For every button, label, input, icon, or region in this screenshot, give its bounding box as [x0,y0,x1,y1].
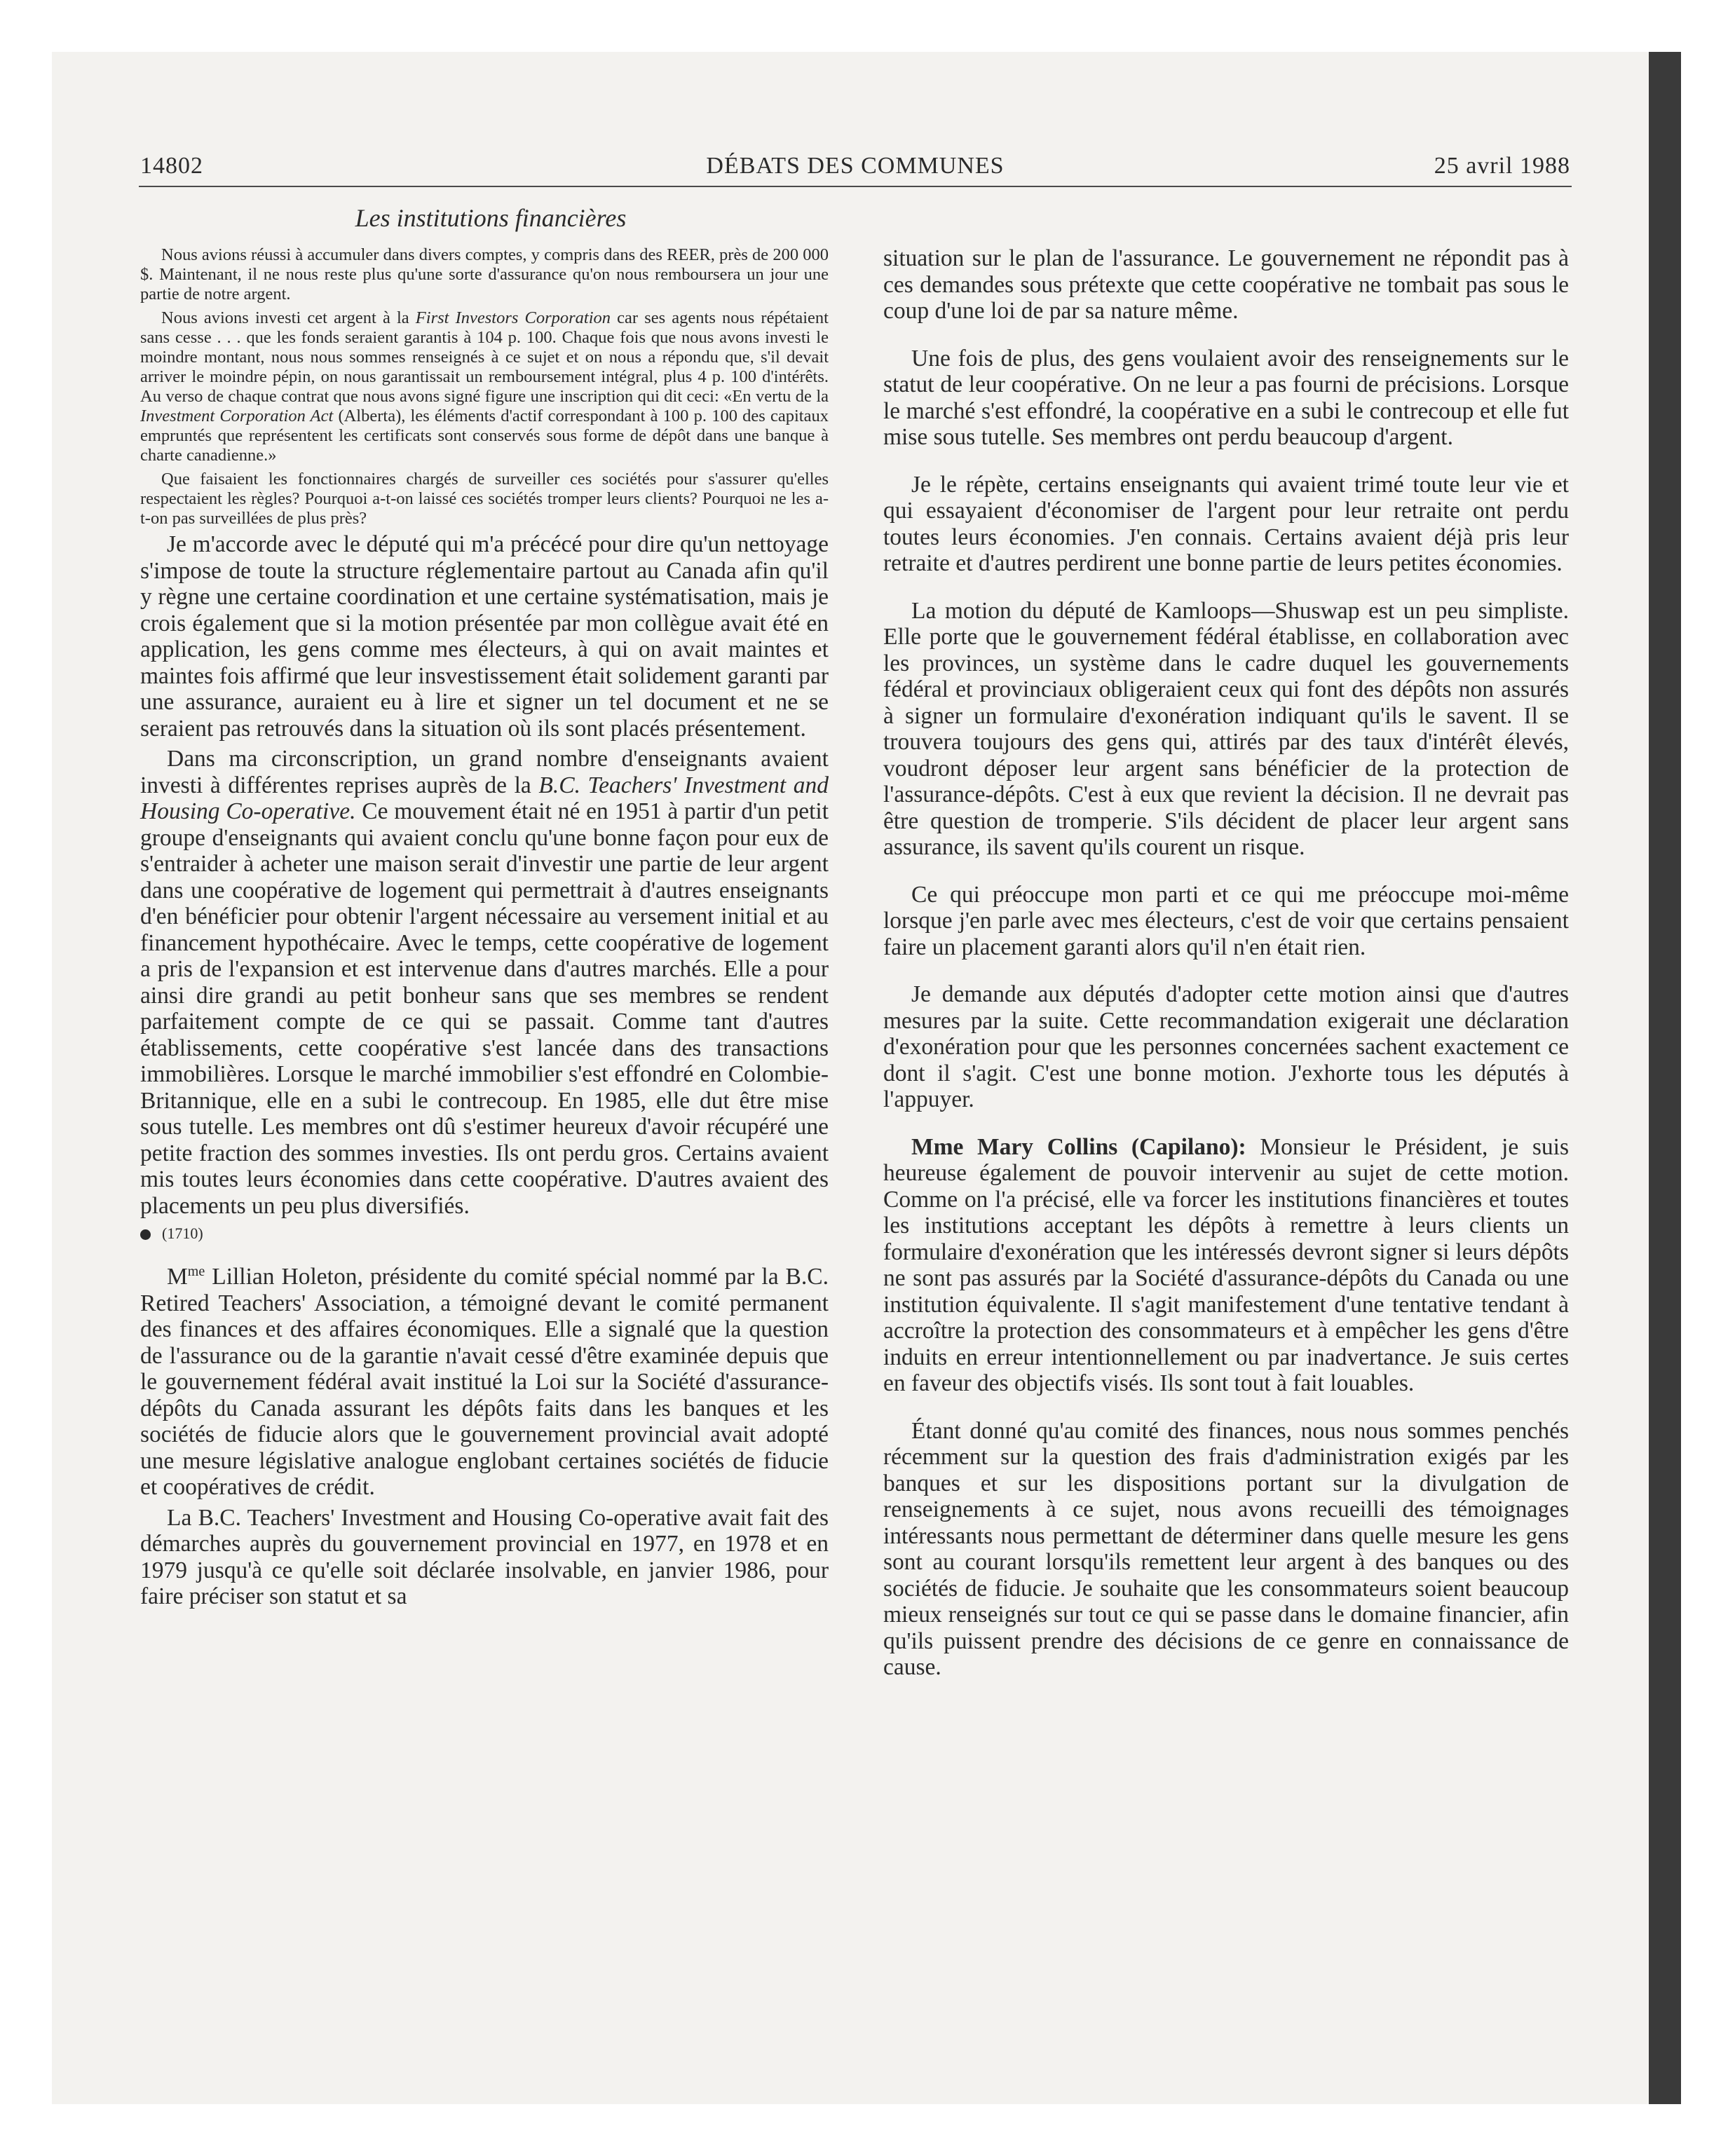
header-rule [139,186,1572,187]
bullet-icon [140,1229,151,1240]
issue-date: 25 avril 1988 [1434,153,1570,179]
body-paragraph: Je le répète, certains enseignants qui avaient trimé toute leur vie et qui essayaient d'économiser de l'argent pour leur retraite ont perdu toutes leurs économies. J'en connais. Certains avaient déjà pris leur retraite et d'autres perdirent une bonne partie de leurs petites économies. [883,471,1569,576]
body-text: Ce mouvement était né en 1951 à partir d'un petit groupe d'enseignants qui avaient conclu qu'une bonne façon pour eux de s'entraider à acheter une maison serait d'investir une partie de leur argent dans une coopérative de logement qui permettrait à d'autres enseignants d'en bénéficier pour obtenir l'argent nécessaire au versement initial et au financement hypothécaire. Avec le temps, cette coopérative de logement a pris de l'expansion et est intervenue dans d'autres marchés. Elle a pour ainsi dire grandi au petit bonheur sans que ses membres se rendent parfaitement compte de ce qui se passait. Comme tant d'autres établissements, cette coopérative s'est lancée dans des transactions immobilières. Lorsque le marché immobilier s'est effondré en Colombie-Britannique, elle en a subi le contrecoup. En 1985, elle dut être mise sous tutelle. Les membres ont dû s'estimer heureux d'avoir récupéré une petite fraction des sommes investies. Ils ont perdu gros. Certains avaient mis toutes leurs économies dans cette coopérative. D'autres avaient des placements un peu plus diversifiés. [140,798,829,1219]
quote-italic-text: Investment Corporation Act [140,407,334,425]
body-paragraph: La motion du député de Kamloops—Shuswap est un peu simpliste. Elle porte que le gouvernement fédéral établisse, en collaboration avec les provinces, un système dans le cadre duquel les gouvernements fédéral et provinciaux obligeraient ceux qui font des dépôts non assurés à signer un formulaire d'exonération indiquant qu'ils le savent. Il se trouvera toujours des gens qui, attirés par des taux d'intérêt élevés, voudront déposer leur argent sans bénéficier de la protection de l'assurance-dépôts. C'est à eux que revient la décision. Il ne devrait pas être question de tromperie. S'ils décident de placer leur argent sans assurance, ils savent qu'ils courent un risque. [883,597,1569,860]
body-paragraph: situation sur le plan de l'assurance. Le gouvernement ne répondit pas à ces demandes sous prétexte que cette coopérative ne tombait pas sous le coup d'une loi de par sa nature même. [883,245,1569,324]
body-paragraph: Étant donné qu'au comité des finances, nous nous sommes penchés récemment sur la question des frais d'administration exigés par les banques et sur les dispositions portant sur la divulgation de renseignements à ce sujet, nous avons recueilli des témoignages intéressants nous permettant de déterminer dans quelle mesure les gens sont au courant lorsqu'ils remettent leur argent à des banques ou des sociétés de fiducie. Je souhaite que les consommateurs soient beaucoup mieux renseignés sur tout ce qui se passe dans le domaine financier, afin qu'ils puissent prendre des décisions de ce genre en connaissance de cause. [883,1417,1569,1680]
quote-paragraph: Que faisaient les fonctionnaires chargés de surveiller ces sociétés pour s'assurer qu'elles respectaient les règles? Pourquoi a-t-on laissé ces sociétés tromper leurs clients? Pourquoi ne les a-t-on pas surveillées de plus près? [140,470,829,528]
quoted-letter [140,245,829,528]
section-title: Les institutions financières [355,204,627,232]
body-paragraph: Je m'accorde avec le député qui m'a précécé pour dire qu'un nettoyage s'impose de toute la structure réglementaire partout au Canada afin qu'il y règne une certaine coordination et une certaine systématisation, mais je crois également que si la motion présentée par mon collègue avait été en application, les gens comme mes électeurs, à qui on avait maintes et maintes fois affirmé que leur insvestissement était solidement garanti par une assurance, auraient eu à lire et signer un tel document et ne se seraient pas retrouvés dans la situation où ils sont placés présentement. [140,531,829,742]
scan-edge-shadow [1649,52,1681,2104]
body-text: M [167,1264,188,1290]
publication-title: DÉBATS DES COMMUNES [706,153,1005,179]
body-paragraph: Je demande aux députés d'adopter cette motion ainsi que d'autres mesures par la suite. Cette recommandation exigerait une déclaration d'exonération pour que les personnes concernées sachent exactement ce dont il s'agit. C'est une bonne motion. J'exhorte tous les députés à l'appuyer. [883,981,1569,1112]
body-text: Lillian Holeton, présidente du comité spécial nommé par la B.C. Retired Teachers' Association, a témoigné devant le comité permanent des finances et des affaires économiques. Elle a signalé que la question de l'assurance ou de la garantie n'avait cessé d'être examinée depuis que le gouvernement fédéral avait institué la Loi sur la Société d'assurance-dépôts du Canada assurant les dépôts faits dans les banques et les sociétés de fiducie alors que le gouvernement provincial avait adopté une mesure législative analogue englobant certaines sociétés de fiducie et coopératives de crédit. [140,1264,829,1500]
body-paragraph: La B.C. Teachers' Investment and Housing Co-operative avait fait des démarches auprès du gouvernement provincial en 1977, en 1978 et en 1979 jusqu'à ce qu'elle soit déclarée insolvable, en janvier 1986, pour faire préciser son statut et sa [140,1504,829,1609]
body-italic-text: B.C. Teachers' Investment and Housing Co-operative. [140,772,829,824]
quote-paragraph [140,308,829,465]
right-column [883,245,1569,1702]
quote-italic-text: First Investors Corporation [415,308,611,327]
time-marker-text: (1710) [162,1224,203,1242]
quote-paragraph: Nous avions réussi à accumuler dans divers comptes, y compris dans des REER, près de 200 000 $. Maintenant, il ne nous reste plus qu'une sorte d'assurance qu'on nous remboursera un jour une partie de notre argent. [140,245,829,303]
left-column [140,245,829,1614]
body-paragraph [140,1264,829,1501]
quote-text: car ses agents nous répétaient sans cesse . . . que les fonds seraient garantis à 104 p. 100. Chaque fois que nous avons investi le moindre montant, nous nous sommes renseignés à ce sujet et on nous a répondu que, s'il devait arriver le moindre pépin, on nous garantissait un remboursement intégral, plus 4 p. 100 d'intérêts. Au verso de chaque contrat que nous avons signé figure une inscription qui dit ceci: «En vertu de la [140,308,829,406]
body-paragraph [140,746,829,1219]
body-paragraph: Ce qui préoccupe mon parti et ce qui me préoccupe moi-même lorsque j'en parle avec mes électeurs, c'est de voir que certains pensaient faire un placement garanti alors qu'il n'en était rien. [883,881,1569,960]
body-text: Dans ma circonscription, un grand nombre d'enseignants avaient investi à différentes reprises auprès de la [140,746,829,798]
body-paragraph: Une fois de plus, des gens voulaient avoir des renseignements sur le statut de leur coopérative. On ne leur a pas fourni de précisions. Lorsque le marché s'est effondré, la coopérative en a subi le contrecoup et elle fut mise sous tutelle. Ses membres ont perdu beaucoup d'argent. [883,345,1569,450]
time-marker [140,1224,829,1243]
speaker-name: Mme Mary Collins (Capilano): [911,1133,1246,1160]
left-body [140,531,829,1610]
superscript-text: me [187,1263,205,1279]
page-number: 14802 [140,153,203,179]
body-paragraph [883,1134,1569,1397]
page-header [140,153,1570,188]
quote-text: Nous avions investi cet argent à la [161,308,416,327]
body-text: Monsieur le Président, je suis heureuse également de pouvoir intervenir au sujet de cette motion. Comme on l'a précisé, elle va forcer les institutions financières et toutes les institutions acceptant les dépôts à remettre à leurs clients un formulaire d'exonération que les intéressés devront signer si leurs dépôts ne sont pas assurés par la Société d'assurance-dépôts du Canada ou une institution équivalente. Il s'agit manifestement d'une tentative tendant à accroître la protection des consommateurs et à empêcher les gens d'être induits en erreur intentionnellement ou par inadvertance. Je suis certes en faveur des objectifs visés. Ils sont tout à fait louables. [883,1133,1569,1396]
quote-text: (Alberta), les éléments d'actif correspondant à 100 p. 100 des capitaux empruntés que représentent les certificats sont conservés sous forme de dépôt dans une banque à charte canadienne.» [140,407,829,465]
